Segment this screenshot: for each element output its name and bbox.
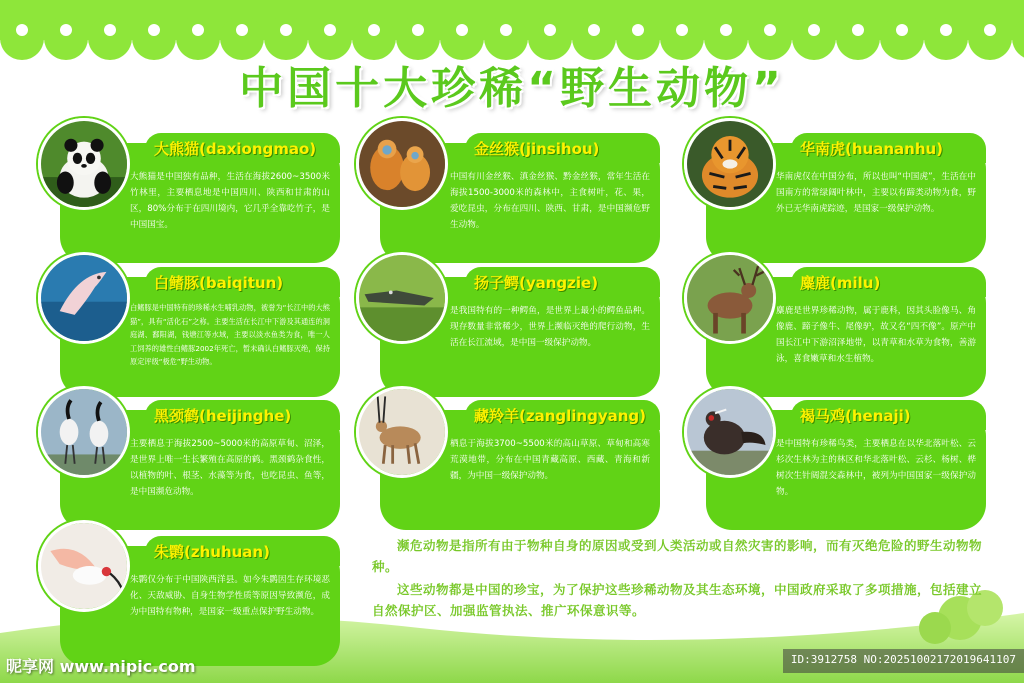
- brown-eared-pheasant-photo: [684, 386, 776, 478]
- animal-name: 扬子鳄(yangzie): [474, 274, 599, 292]
- intro-paragraph-1: 濒危动物是指所有由于物种自身的原因或受到人类活动或自然灾害的影响，而有灭绝危险的野生动物物种。: [372, 538, 983, 574]
- animal-name: 白鳍豚(baiqitun): [154, 274, 284, 292]
- animal-description: 是中国特有珍稀鸟类，主要栖息在以华北落叶松、云杉次生林为主的林区和华北落叶松、云杉、杨树、桦树次生针阔混交森林中，被列为中国国家一级保护动物。: [776, 439, 976, 497]
- tiger-photo: [684, 118, 776, 210]
- crested-ibis-photo: [38, 520, 130, 612]
- animal-description: 朱鹮仅分布于中国陕西洋县。如今朱鹮因生存环境恶化、天敌威胁、自身生物学性质等原因导致濒危，成为中国特有物种，是国家一级重点保护野生动物。: [130, 575, 330, 617]
- intro-text: [372, 535, 992, 623]
- golden-monkey-photo: [356, 118, 448, 210]
- animal-name: 麋鹿(milu): [800, 274, 881, 292]
- tibetan-antelope-photo: [356, 386, 448, 478]
- watermark-logo: 昵享网 www.nipic.com: [6, 657, 196, 676]
- crane-photo: [38, 386, 130, 478]
- animal-description: 是我国特有的一种鳄鱼，是世界上最小的鳄鱼品种。现存数量非常稀少，世界上濒临灭绝的爬行动物，生活在长江流域，是中国一级保护动物。: [450, 306, 650, 348]
- animal-name: 黑颈鹤(heijinghe): [154, 407, 292, 425]
- animal-description: 华南虎仅在中国分布，所以也叫“中国虎”，生活在中国南方的常绿阔叶林中，主要以有蹄类动物为食，野外已无华南虎踪迹，是国家一级保护动物。: [776, 172, 976, 214]
- animal-name: 大熊猫(daxiongmao): [154, 140, 317, 158]
- animal-name: 褐马鸡(henaji): [800, 407, 911, 425]
- animal-description: 栖息于海拔3700~5500米的高山草原、草甸和高寒荒漠地带，分布在中国青藏高原、西藏、青海和新疆，为中国一级保护动物。: [450, 439, 650, 481]
- animal-name: 华南虎(huananhu): [800, 140, 944, 158]
- scallop-border: [0, 0, 1024, 60]
- baiji-photo: [38, 252, 130, 344]
- animal-description: 白鳍豚是中国特有的珍稀水生哺乳动物，被誉为“长江中的大熊猫”，具有“活化石”之称。主要生活在长江中下游及其通连的洞庭湖、鄱阳湖，钱塘江等水域，主要以淡水鱼类为食，唯一人工饲养的雄性白鳍豚2002年死亡，暂未确认白鳍豚灭绝，保持原定评级“极危”野生动物。: [130, 303, 330, 366]
- intro-paragraph-2: 这些动物都是中国的珍宝，为了保护这些珍稀动物及其生态环境，中国政府采取了多项措施，包括建立自然保护区、加强监管执法、推广环保意识等。: [372, 582, 983, 618]
- animal-description: 大熊猫是中国独有品种，生活在海拔2600~3500米竹林里，主要栖息地是中国四川、陕西和甘肃的山区，80%分布于在四川境内，它几乎全靠吃竹子，是中国国宝。: [130, 172, 330, 230]
- milu-deer-photo: [684, 252, 776, 344]
- animal-description: 主要栖息于海拔2500~5000米的高原草甸、沼泽，是世界上唯一生长繁殖在高原的鹤。黑颈鹤杂食性，以植物的叶、根茎、水藻等为食，也吃昆虫、鱼等，是中国濒危动物。: [130, 439, 330, 497]
- panda-photo: [38, 118, 130, 210]
- animal-name: 藏羚羊(zanglingyang): [474, 407, 646, 425]
- animal-name: 金丝猴(jinsihou): [474, 140, 600, 158]
- alligator-photo: [356, 252, 448, 344]
- animal-description: 麋鹿是世界珍稀动物，属于鹿科，因其头脸像马、角像鹿、蹄子像牛、尾像驴，故又名“四不像”。原产中国长江中下游沼泽地带，以青草和水草为食物，善游泳，喜食嫩草和水生植物。: [776, 306, 976, 364]
- watermark-id: ID:3912758 NO:20251002172019641107: [783, 649, 1024, 673]
- animal-description: 中国有川金丝猴、滇金丝猴、黔金丝猴，常年生活在海拔1500-3000米的森林中，主食树叶，花、果，爱吃昆虫，分布在四川、陕西、甘肃，是中国濒危野生动物。: [450, 172, 650, 230]
- page-title: 中国十大珍稀“野生动物”: [239, 63, 785, 114]
- animal-name: 朱鹮(zhuhuan): [154, 543, 270, 561]
